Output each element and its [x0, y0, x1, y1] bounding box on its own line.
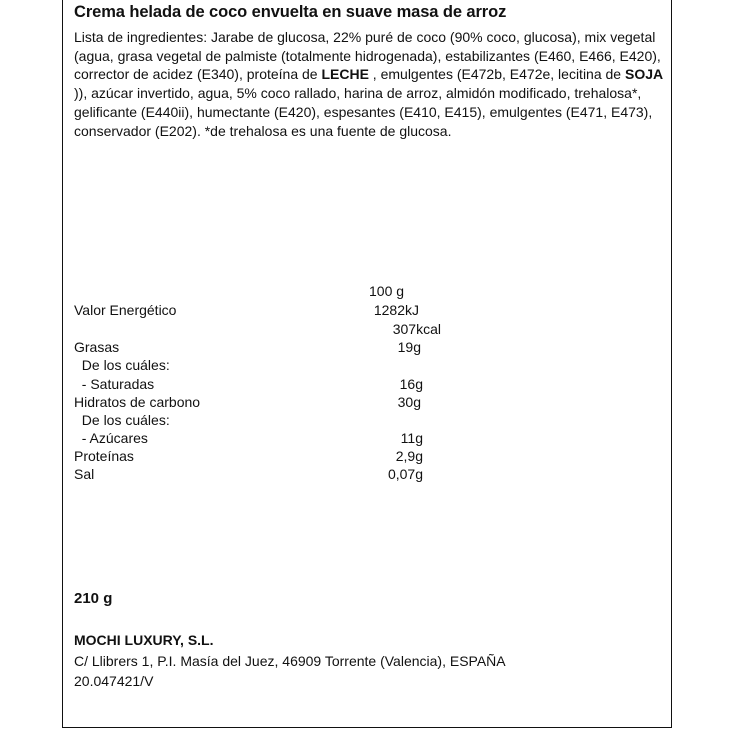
company-address: C/ Llibrers 1, P.I. Masía del Juez, 46909 Torrente (Valencia), ESPAÑA [74, 653, 506, 669]
nutrition-label-sugars: - Azúcares [74, 430, 148, 446]
nutrition-value-kj: 1282kJ [373, 302, 419, 318]
nutrition-value-protein: 2,9g [395, 448, 423, 464]
nutrition-value-fat: 19g [397, 339, 421, 355]
registry-code: 20.047421/V [74, 673, 154, 689]
nutrition-value-sugars: 11g [400, 430, 423, 446]
nutrition-value-kcal: 307kcal [392, 321, 441, 337]
net-weight: 210 g [74, 590, 113, 607]
nutrition-label-saturated: - Saturadas [74, 376, 155, 392]
nutrition-label-protein: Proteínas [74, 448, 134, 464]
allergen-soy: SOJA [624, 66, 664, 83]
ingredients-text-1: Lista de ingredientes: Jarabe de glucosa, 22% puré de coco (90% coco, glucosa), mix vegetal (agua, grasa vegetal de palmiste (totalmente hidrogenada), estabilizantes (E460, E466, E420), corrector de acidez (E340), proteína de [74, 29, 661, 83]
nutrition-value-carbs: 30g [397, 394, 421, 410]
ingredients-text-2: , emulgentes (E472b, E472e, lecitina de [368, 66, 625, 83]
nutrition-label-carbs-sub: De los cuáles: [74, 412, 170, 428]
ingredients-text-3: )), azúcar invertido, agua, 5% coco rallado, harina de arroz, almidón modificado, trehalosa*, gelificante (E440ii), humectante (E420), espesantes (E410, E415), emulgentes (E471, E473), conservador (E202). *de trehalosa es una fuente de glucosa. [74, 85, 653, 139]
nutrition-value-saturated: 16g [399, 376, 423, 392]
nutrition-label-fat-sub: De los cuáles: [74, 357, 170, 373]
allergen-milk: LECHE [321, 66, 369, 83]
company-name: MOCHI LUXURY, S.L. [74, 632, 214, 648]
ingredients-list [74, 28, 664, 140]
nutrition-label-fat: Grasas [74, 339, 120, 355]
nutrition-header: 100 g [369, 283, 405, 299]
nutrition-label-energy: Valor Energético [74, 302, 177, 318]
nutrition-label-salt: Sal [74, 466, 95, 482]
product-title: Crema helada de coco envuelta en suave masa de arroz [74, 3, 507, 21]
nutrition-label-carbs: Hidratos de carbono [74, 394, 201, 410]
nutrition-value-salt: 0,07g [387, 466, 423, 482]
